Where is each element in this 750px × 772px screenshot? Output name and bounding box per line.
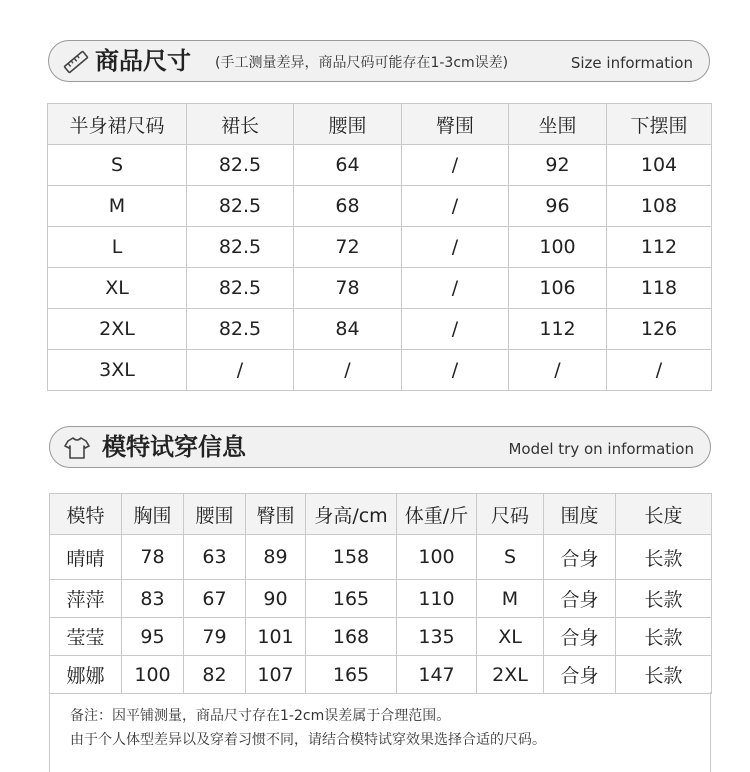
table-cell: 168: [306, 618, 397, 656]
table-cell: 合身: [544, 535, 616, 580]
size-header-cell: 坐围: [509, 104, 607, 145]
table-row: [50, 535, 712, 580]
table-row: [48, 309, 712, 350]
table-cell: 84: [294, 309, 402, 350]
table-cell: 83: [122, 580, 184, 618]
table-cell: 158: [306, 535, 397, 580]
table-cell: 100: [509, 227, 607, 268]
table-row: [48, 227, 712, 268]
table-cell: 147: [397, 656, 477, 694]
model-header-cell: 身高/cm: [306, 494, 397, 535]
table-cell: /: [294, 350, 402, 391]
model-table-header-row: [50, 494, 712, 535]
table-cell: 82.5: [187, 268, 294, 309]
size-section-header: [48, 40, 710, 82]
size-table: [47, 103, 712, 391]
table-cell: M: [477, 580, 544, 618]
table-cell: 萍萍: [50, 580, 122, 618]
table-cell: 63: [184, 535, 246, 580]
table-cell: 82: [184, 656, 246, 694]
table-row: [48, 186, 712, 227]
table-cell: 135: [397, 618, 477, 656]
notes-box: [49, 692, 711, 772]
table-row: [48, 350, 712, 391]
size-header-cell: 下摆围: [607, 104, 712, 145]
table-cell: 3XL: [48, 350, 187, 391]
tshirt-icon: [64, 435, 90, 461]
table-cell: 68: [294, 186, 402, 227]
table-cell: S: [48, 145, 187, 186]
size-section-subtitle: (手工测量差异，商品尺码可能存在1-3cm误差): [215, 55, 509, 71]
table-cell: /: [402, 309, 509, 350]
table-cell: XL: [48, 268, 187, 309]
note-line: 备注：因平铺测量，商品尺寸存在1-2cm误差属于合理范围。: [70, 708, 451, 724]
table-cell: 89: [246, 535, 306, 580]
table-cell: 2XL: [48, 309, 187, 350]
table-cell: 165: [306, 656, 397, 694]
table-cell: 合身: [544, 656, 616, 694]
table-cell: /: [402, 227, 509, 268]
table-cell: 82.5: [187, 227, 294, 268]
table-cell: 100: [122, 656, 184, 694]
table-cell: 82.5: [187, 145, 294, 186]
table-cell: /: [402, 350, 509, 391]
table-cell: 长款: [616, 580, 712, 618]
table-cell: 82.5: [187, 186, 294, 227]
table-cell: 90: [246, 580, 306, 618]
table-cell: 78: [294, 268, 402, 309]
table-cell: 118: [607, 268, 712, 309]
table-cell: L: [48, 227, 187, 268]
table-cell: /: [402, 268, 509, 309]
model-header-cell: 围度: [544, 494, 616, 535]
table-cell: 96: [509, 186, 607, 227]
table-cell: 112: [607, 227, 712, 268]
table-cell: 95: [122, 618, 184, 656]
table-cell: 长款: [616, 535, 712, 580]
model-header-cell: 模特: [50, 494, 122, 535]
model-header-cell: 臀围: [246, 494, 306, 535]
table-cell: 67: [184, 580, 246, 618]
table-cell: 106: [509, 268, 607, 309]
model-table: [49, 493, 712, 694]
table-cell: 101: [246, 618, 306, 656]
table-cell: 合身: [544, 618, 616, 656]
table-cell: 72: [294, 227, 402, 268]
model-section-title: 模特试穿信息: [102, 433, 246, 461]
table-cell: 104: [607, 145, 712, 186]
table-cell: 合身: [544, 580, 616, 618]
table-cell: 107: [246, 656, 306, 694]
table-cell: /: [402, 186, 509, 227]
table-cell: /: [402, 145, 509, 186]
table-cell: 长款: [616, 656, 712, 694]
model-header-cell: 长度: [616, 494, 712, 535]
size-header-cell: 臀围: [402, 104, 509, 145]
table-cell: 92: [509, 145, 607, 186]
table-cell: 娜娜: [50, 656, 122, 694]
model-header-cell: 体重/斤: [397, 494, 477, 535]
table-cell: 112: [509, 309, 607, 350]
model-section-en-title: Model try on information: [508, 440, 694, 458]
size-section-en-title: Size information: [570, 54, 693, 72]
table-row: [48, 145, 712, 186]
model-section-header: [49, 426, 711, 468]
table-cell: 64: [294, 145, 402, 186]
table-cell: 100: [397, 535, 477, 580]
note-line: 由于个人体型差异以及穿着习惯不同，请结合模特试穿效果选择合适的尺码。: [70, 732, 546, 748]
table-cell: /: [607, 350, 712, 391]
table-cell: /: [509, 350, 607, 391]
table-cell: 108: [607, 186, 712, 227]
table-row: [48, 268, 712, 309]
table-cell: S: [477, 535, 544, 580]
table-cell: 2XL: [477, 656, 544, 694]
ruler-icon: [63, 49, 89, 75]
model-header-cell: 尺码: [477, 494, 544, 535]
table-cell: XL: [477, 618, 544, 656]
table-cell: 165: [306, 580, 397, 618]
table-cell: 126: [607, 309, 712, 350]
size-section-title: 商品尺寸: [95, 47, 191, 75]
table-cell: 78: [122, 535, 184, 580]
size-table-header-row: [48, 104, 712, 145]
table-cell: 长款: [616, 618, 712, 656]
model-header-cell: 胸围: [122, 494, 184, 535]
table-cell: 晴晴: [50, 535, 122, 580]
table-cell: 82.5: [187, 309, 294, 350]
table-cell: /: [187, 350, 294, 391]
table-row: [50, 580, 712, 618]
table-cell: 79: [184, 618, 246, 656]
table-row: [50, 656, 712, 694]
table-cell: 莹莹: [50, 618, 122, 656]
table-row: [50, 618, 712, 656]
table-cell: M: [48, 186, 187, 227]
model-header-cell: 腰围: [184, 494, 246, 535]
table-cell: 110: [397, 580, 477, 618]
size-header-cell: 半身裙尺码: [48, 104, 187, 145]
size-header-cell: 腰围: [294, 104, 402, 145]
size-header-cell: 裙长: [187, 104, 294, 145]
